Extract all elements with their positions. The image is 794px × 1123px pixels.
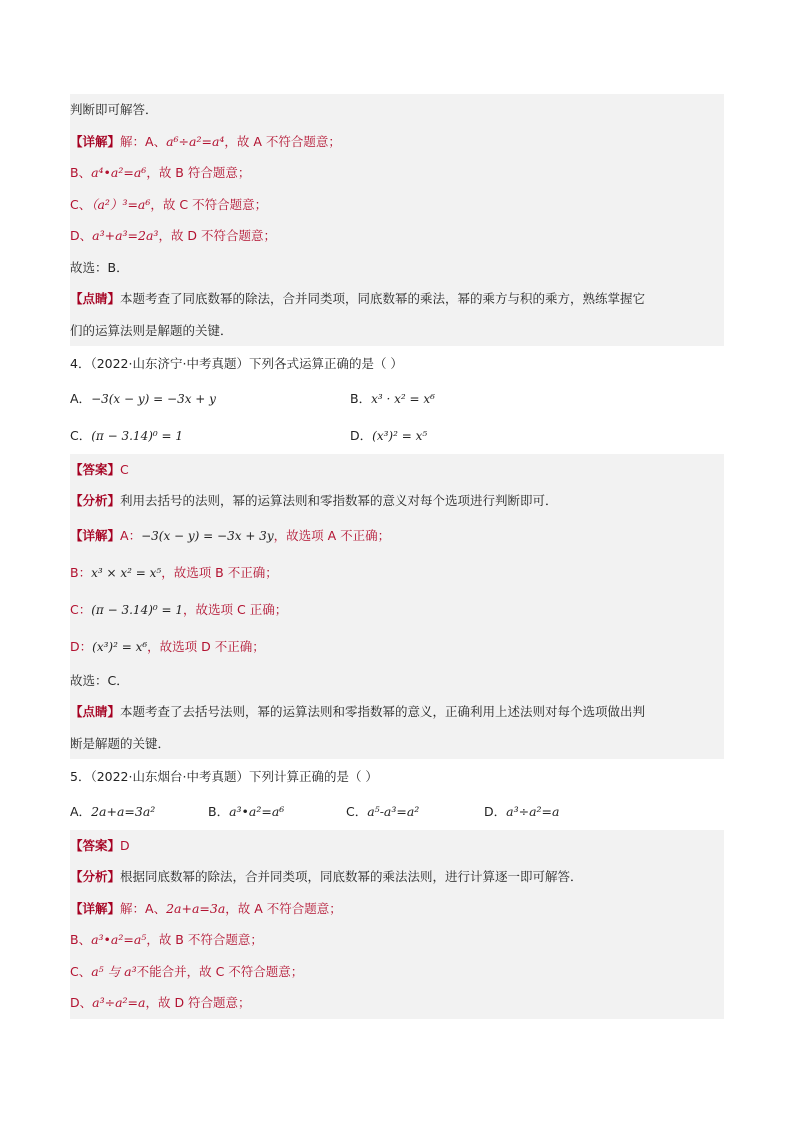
q3-detail-c — [70, 189, 724, 221]
q3-detail-b — [70, 157, 724, 189]
q4-choice: 故选：C． — [70, 672, 129, 688]
analysis-text: 利用去括号的法则，幂的运算法则和零指数幂的意义对每个选项进行判断即可． — [120, 493, 558, 508]
math-expr: a³+a³=2a³ — [92, 228, 159, 243]
q5-option-a — [70, 793, 208, 830]
detail-text: ，故选项 D 不正确； — [147, 638, 265, 654]
detail-prefix: C、 — [70, 196, 92, 212]
q5-detail-c — [70, 956, 724, 988]
detail-prefix: D、 — [70, 228, 93, 243]
option-label: B． — [208, 803, 230, 819]
option-label: D． — [484, 803, 507, 819]
detail-prefix: D、 — [70, 995, 93, 1010]
q4-detail-d — [70, 628, 724, 665]
detail-prefix: B、 — [70, 165, 92, 180]
q5-options-row — [70, 793, 724, 830]
q5-analysis — [70, 861, 724, 893]
detail-text: 不能合并，故 C 不符合题意； — [136, 963, 304, 979]
detail-text: ，故选项 C 正确； — [183, 601, 288, 617]
q3-line1: 判断即可解答． — [70, 102, 158, 117]
q4-analysis — [70, 485, 724, 517]
math-expr: −3(x − y) = −3x + 3y — [141, 528, 274, 543]
q5-solution-block — [70, 830, 724, 1019]
option-label: C． — [70, 427, 92, 443]
detail-intro: 解：A、 — [120, 900, 167, 916]
q3-choice: 故选：B． — [70, 259, 129, 275]
option-formula: x³ · x² = x⁶ — [371, 391, 435, 406]
math-expr: (x³)² = x⁶ — [92, 639, 148, 654]
analysis-tag: 【分析】 — [70, 869, 121, 884]
math-expr: a⁶÷a²=a⁴ — [166, 133, 225, 149]
q5-question — [70, 761, 724, 830]
comment-tag: 【点睛】 — [70, 291, 121, 306]
option-formula: (π − 3.14)⁰ = 1 — [91, 428, 184, 443]
q3-detail-a — [70, 126, 724, 158]
option-label: A． — [70, 803, 92, 819]
q3-comment-line2: 们的运算法则是解题的关键． — [70, 322, 233, 338]
detail-prefix: D： — [70, 638, 93, 654]
detail-text: ，故 A 不符合题意； — [225, 900, 342, 916]
answer-value: C — [120, 461, 129, 477]
detail-intro: 解：A、 — [120, 133, 167, 149]
detail-prefix: B： — [70, 564, 92, 580]
detail-text: ，故选项 A 不正确； — [273, 527, 391, 543]
math-expr: (π − 3.14)⁰ = 1 — [91, 602, 184, 617]
detail-text: ，故选项 B 不正确； — [161, 564, 278, 580]
detail-text: ，故 B 符合题意； — [146, 165, 251, 180]
q4-detail-b — [70, 554, 724, 591]
q4-option-c — [70, 417, 350, 454]
math-expr: （a²）³=a⁶ — [91, 196, 151, 212]
detail-prefix: C： — [70, 601, 92, 617]
q3-solution-block — [70, 94, 724, 346]
detail-tag: 【详解】 — [70, 527, 121, 543]
q5-option-b — [208, 793, 346, 830]
q5-option-c — [346, 793, 484, 830]
option-formula: (x³)² = x⁵ — [372, 428, 428, 443]
q4-comment-line1 — [70, 696, 724, 728]
detail-tag: 【详解】 — [70, 900, 121, 916]
detail-prefix: A： — [120, 527, 142, 543]
q4-option-a — [70, 380, 350, 417]
q4-comment-line2: 断是解题的关键． — [70, 735, 171, 751]
q5-detail-d — [70, 987, 724, 1019]
option-label: D． — [350, 427, 373, 443]
math-expr: a³•a²=a⁵ — [91, 932, 147, 947]
option-label: C． — [346, 803, 368, 819]
detail-text: ，故 D 符合题意； — [145, 995, 251, 1010]
math-expr: a⁵ 与 a³ — [91, 963, 137, 979]
detail-prefix: B、 — [70, 932, 92, 947]
answer-value: D — [120, 837, 130, 853]
q5-option-d — [484, 793, 622, 830]
answer-tag: 【答案】 — [70, 837, 121, 853]
math-expr: a⁴•a²=a⁶ — [91, 165, 147, 180]
q4-solution-block — [70, 454, 724, 760]
q4-option-d — [350, 417, 630, 454]
detail-text: ，故 B 不符合题意； — [146, 932, 263, 947]
detail-text: ，故 A 不符合题意； — [224, 133, 341, 149]
detail-tag: 【详解】 — [70, 133, 121, 149]
q4-stem: 4．（2022·山东济宁·中考真题）下列各式运算正确的是（ ） — [70, 356, 403, 371]
option-formula: a³÷a²=a — [506, 803, 560, 819]
math-expr: a³÷a²=a — [92, 995, 146, 1010]
detail-prefix: C、 — [70, 963, 92, 979]
analysis-tag: 【分析】 — [70, 493, 121, 508]
detail-text: ，故 C 不符合题意； — [150, 196, 268, 212]
q5-detail-b — [70, 924, 724, 956]
q5-stem: 5．（2022·山东烟台·中考真题）下列计算正确的是（ ） — [70, 769, 378, 784]
option-formula: −3(x − y) = −3x + y — [91, 391, 216, 406]
comment-tag: 【点睛】 — [70, 704, 121, 719]
option-formula: a⁵-a³=a² — [367, 803, 420, 819]
option-formula: a³•a²=a⁶ — [229, 803, 285, 819]
math-expr: 2a+a=3a — [166, 900, 226, 916]
q3-detail-d — [70, 220, 724, 252]
q3-comment-line1 — [70, 283, 724, 315]
q4-option-b — [350, 380, 630, 417]
q4-options-row2 — [70, 417, 724, 454]
q4-detail-c — [70, 591, 724, 628]
detail-text: ，故 D 不符合题意； — [158, 228, 277, 243]
q5-detail-a — [70, 893, 724, 925]
math-expr: x³ × x² = x⁵ — [91, 565, 162, 580]
q4-answer — [70, 454, 724, 486]
document-page — [70, 94, 724, 1019]
option-formula: 2a+a=3a² — [91, 803, 156, 819]
answer-tag: 【答案】 — [70, 461, 121, 477]
option-label: A． — [70, 390, 92, 406]
comment-text: 本题考查了同底数幂的除法，合并同类项，同底数幂的乘法，幂的乘方与积的乘方，熟练掌握它 — [120, 291, 646, 306]
comment-text: 本题考查了去括号法则，幂的运算法则和零指数幂的意义，正确利用上述法则对每个选项做出判 — [120, 704, 646, 719]
q4-detail-a — [70, 517, 724, 554]
analysis-text: 根据同底数幂的除法，合并同类项，同底数幂的乘法法则，进行计算逐一即可解答． — [120, 869, 583, 884]
q4-question — [70, 348, 724, 454]
option-label: B． — [350, 390, 372, 406]
q5-answer — [70, 830, 724, 862]
q4-options-row1 — [70, 380, 724, 417]
